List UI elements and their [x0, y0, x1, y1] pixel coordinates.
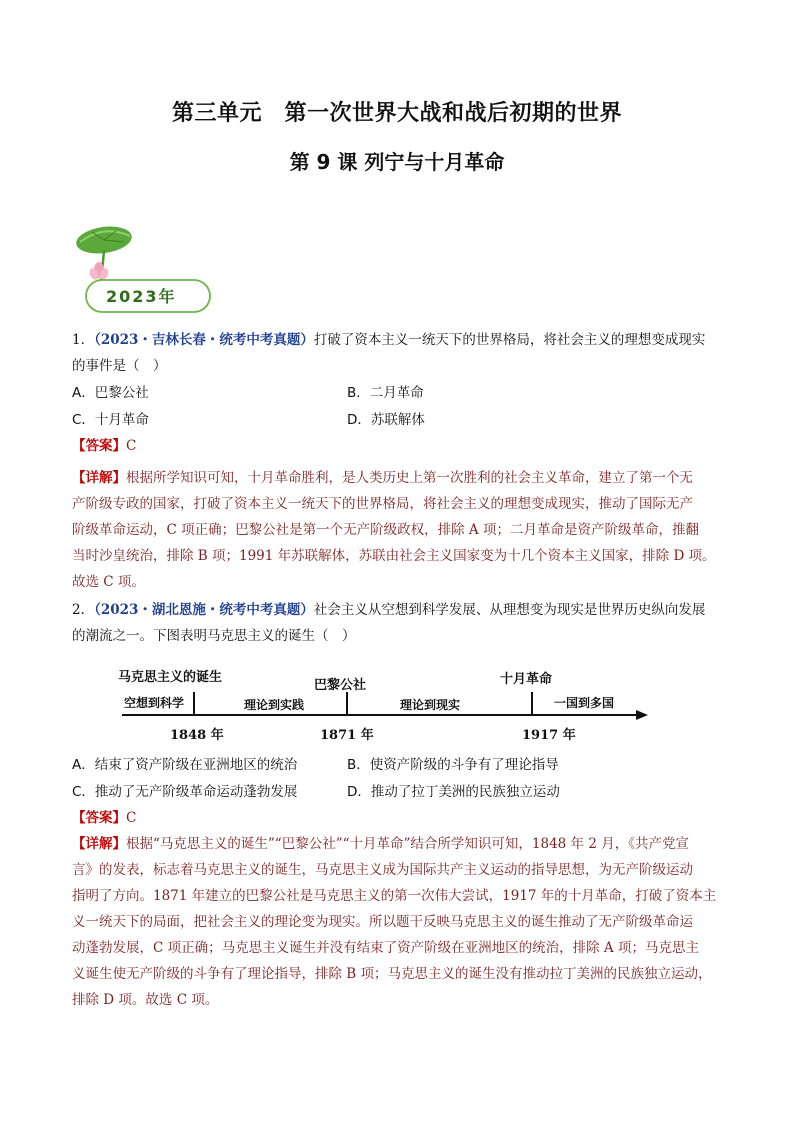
q2-answer [72, 805, 722, 831]
question-2-stem [72, 597, 722, 649]
question-stem-line1: 社会主义从空想到科学发展、从理想变为现实是世界历史纵向发展 [313, 602, 706, 618]
q1-detail [72, 465, 722, 595]
timeline-segment-1: 空想到科学 [124, 696, 185, 710]
detail-label: 【详解】 [72, 836, 126, 852]
question-stem-line1: 打破了资本主义一统天下的世界格局，将社会主义的理想变成现实 [313, 332, 706, 348]
timeline-segment-3: 理论到现实 [400, 698, 461, 712]
timeline-event-october-revolution: 十月革命 [500, 672, 553, 687]
year-badge [72, 222, 222, 322]
answer-label: 【答案】 [72, 810, 126, 826]
q2-detail [72, 831, 722, 1013]
q2-option-b: B．使资产阶级的斗争有了理论指导 [347, 757, 559, 773]
q2-option-a: A．结束了资产阶级在亚洲地区的统治 [72, 757, 298, 773]
q1-option-c: C．十月革命 [72, 412, 149, 428]
detail-line: 义一统天下的局面，把社会主义的理论变为现实。所以题干反映马克思主义的诞生推动了无产阶级革命运 [72, 914, 693, 930]
question-1-stem [72, 327, 722, 379]
detail-line: 当时沙皇统治，排除 B 项；1991 年苏联解体，苏联由社会主义国家变为十几个资本主义国家，排除 D 项。 [72, 548, 716, 564]
unit-title: 第三单元 第一次世界大战和战后初期的世界 [171, 101, 622, 126]
q2-option-c: C．推动了无产阶级革命运动蓬勃发展 [72, 784, 298, 800]
detail-line: 义诞生使无产阶级的斗争有了理论指导，排除 B 项；马克思主义的诞生没有推动拉丁美洲的民族独立运动， [72, 966, 712, 982]
timeline-year-1848: 1848 年 [170, 728, 224, 743]
timeline-segment-2: 理论到实践 [244, 698, 305, 712]
timeline-figure [118, 660, 658, 750]
question-number: 2． [72, 602, 95, 618]
year-badge-label: 2023年 [106, 287, 177, 306]
detail-line: 指明了方向。1871 年建立的巴黎公社是马克思主义的第一次伟大尝试，1917 年的十月革命，打破了资本主 [72, 888, 717, 904]
detail-line: 排除 D 项。故选 C 项。 [72, 992, 219, 1008]
timeline-year-1871: 1871 年 [320, 728, 374, 743]
detail-line: 故选 C 项。 [72, 574, 145, 590]
question-source: （2023・湖北恩施・统考中考真题） [94, 602, 314, 618]
detail-line: 产阶级专政的国家，打破了资本主义一统天下的世界格局，将社会主义的理想变成现实，推动了国际无产 [72, 496, 693, 512]
detail-line: 言》的发表，标志着马克思主义的诞生，马克思主义成为国际共产主义运动的指导思想，为无产阶级运动 [72, 862, 693, 878]
answer-label: 【答案】 [72, 438, 126, 454]
question-source: （2023・吉林长春・统考中考真题） [94, 332, 314, 348]
lotus-flower-icon [88, 262, 110, 281]
detail-line: 动蓬勃发展，C 项正确；马克思主义诞生并没有结束了资产阶级在亚洲地区的统治，排除 A 项；马克思主 [72, 940, 699, 956]
timeline-event-marxism: 马克思主义的诞生 [118, 670, 223, 685]
detail-line: 阶级革命运动，C 项正确；巴黎公社是第一个无产阶级政权，排除 A 项；二月革命是资产阶级革命，推翻 [72, 522, 699, 538]
detail-line: 根据所学知识可知，十月革命胜利，是人类历史上第一次胜利的社会主义革命，建立了第一个无 [126, 470, 693, 486]
timeline-event-paris-commune: 巴黎公社 [314, 678, 367, 693]
answer-value: C [126, 810, 137, 826]
q1-option-b: B．二月革命 [347, 385, 424, 401]
q1-option-a: A．巴黎公社 [72, 385, 149, 401]
timeline-segment-4: 一国到多国 [554, 696, 615, 710]
q1-option-d: D．苏联解体 [347, 412, 425, 428]
detail-line: 根据“马克思主义的诞生”“巴黎公社”“十月革命”结合所学知识可知，1848 年 2 月，《共产党宣 [126, 836, 689, 852]
question-stem-line2: 的潮流之一。下图表明马克思主义的诞生（ ） [72, 628, 356, 644]
q2-option-d: D．推动了拉丁美洲的民族独立运动 [347, 784, 560, 800]
lesson-title: 第 9 课 列宁与十月革命 [289, 150, 505, 174]
question-stem-line2: 的事件是（ ） [72, 358, 167, 374]
timeline-year-1917: 1917 年 [522, 728, 576, 743]
answer-value: C [126, 438, 137, 454]
detail-label: 【详解】 [72, 470, 126, 486]
question-number: 1． [72, 332, 95, 348]
q1-answer [72, 433, 722, 459]
